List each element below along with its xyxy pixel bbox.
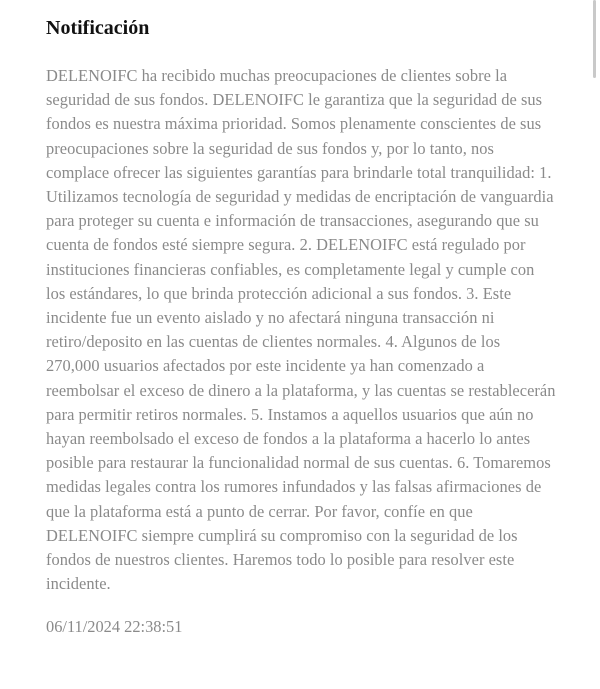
notification-timestamp: 06/11/2024 22:38:51	[46, 617, 183, 637]
scrollbar-thumb[interactable]	[593, 0, 596, 78]
notification-title: Notificación	[46, 17, 150, 39]
notification-panel	[46, 14, 556, 639]
notification-body: DELENOIFC ha recibido muchas preocupaciones de clientes sobre la seguridad de sus fondos. DELENOIFC le garantiza que la seguridad de sus fondos es nuestra máxima prioridad. Somos plenamente conscientes de sus preocupaciones sobre la seguridad de sus fondos y, por lo tanto, nos complace ofrecer las siguientes garantías para brindarle total tranquilidad: 1. Utilizamos tecnología de seguridad y medidas de encriptación de vanguardia para proteger su cuenta e información de transacciones, asegurando que su cuenta de fondos esté siempre segura. 2. DELENOIFC está regulado por instituciones financieras confiables, es completamente legal y cumple con los estándares, lo que brinda protección adicional a sus fondos. 3. Este incidente fue un evento aislado y no afectará ninguna transacción ni retiro/deposito en las cuentas de clientes normales. 4. Algunos de los 270,000 usuarios afectados por este incidente ya han comenzado a reembolsar el exceso de dinero a la plataforma, y las cuentas se restablecerán para permitir retiros normales. 5. Instamos a aquellos usuarios que aún no hayan reembolsado el exceso de fondos a la plataforma a hacerlo lo antes posible para restaurar la funcionalidad normal de sus cuentas. 6. Tomaremos medidas legales contra los rumores infundados y las falsas afirmaciones de que la plataforma está a punto de cerrar. Por favor, confíe en que DELENOIFC siempre cumplirá su compromiso con la seguridad de los fondos de nuestros clientes. Haremos todo lo posible para resolver este incidente.	[46, 66, 556, 594]
